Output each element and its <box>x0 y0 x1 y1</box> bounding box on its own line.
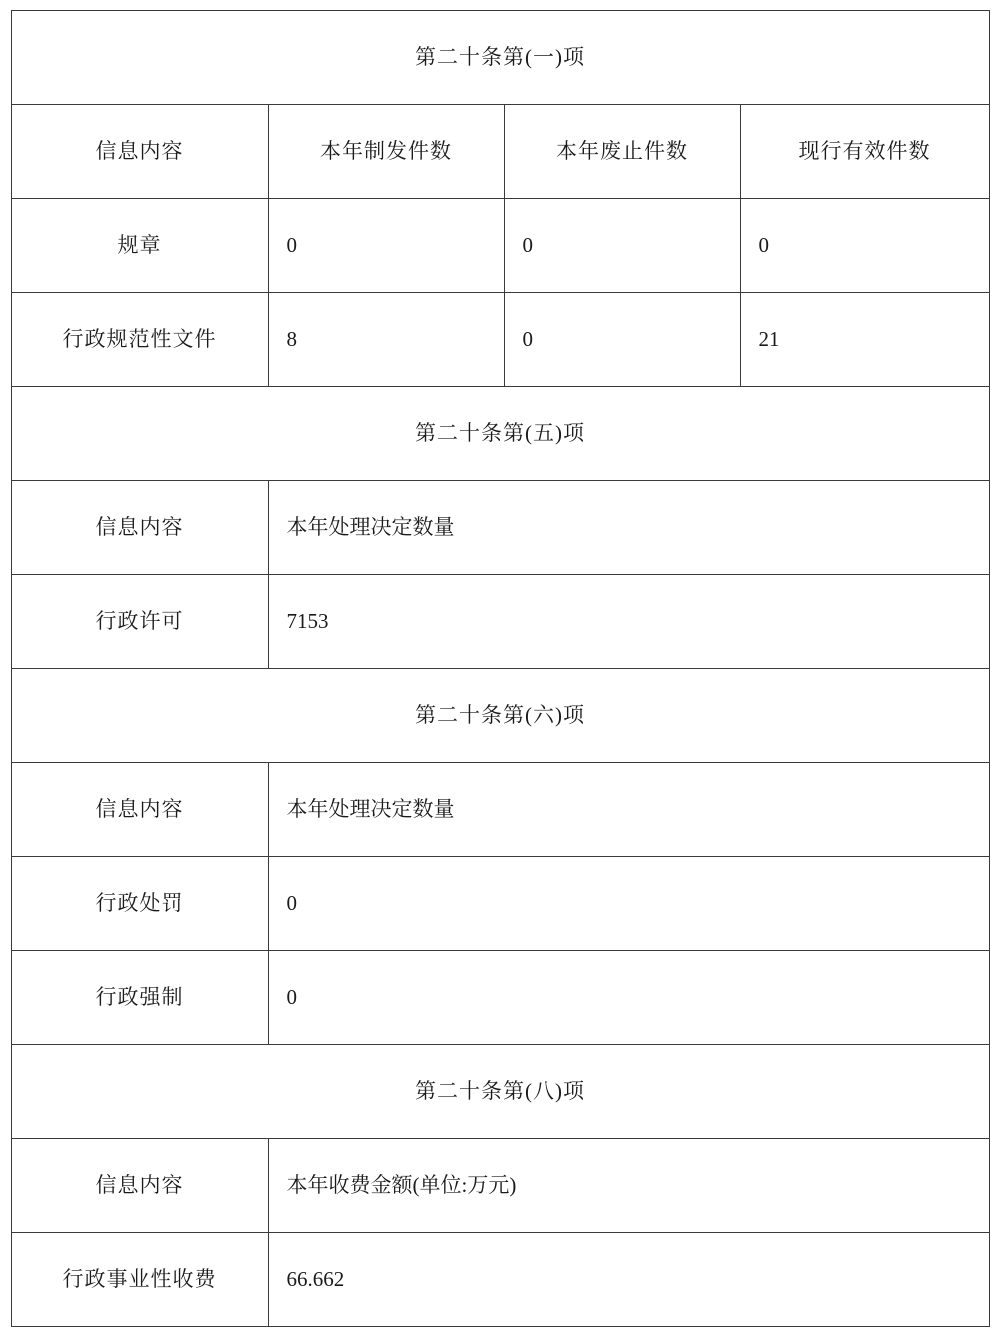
table-row <box>11 1139 989 1233</box>
section-4-row-0-value-0: 66.662 <box>268 1233 989 1327</box>
table-row <box>11 763 989 857</box>
table-row <box>11 293 989 387</box>
section-3-header-0: 信息内容 <box>11 763 268 857</box>
section-title-4: 第二十条第(八)项 <box>11 1045 989 1139</box>
table-row <box>11 481 989 575</box>
table-row <box>11 105 989 199</box>
section-3-header-1: 本年处理决定数量 <box>268 763 989 857</box>
section-4-header-1: 本年收费金额(单位:万元) <box>268 1139 989 1233</box>
section-title-2: 第二十条第(五)项 <box>11 387 989 481</box>
section-3-row-0-label: 行政处罚 <box>11 857 268 951</box>
table-row <box>11 951 989 1045</box>
section-1-row-0-value-1: 0 <box>504 199 740 293</box>
section-4-row-0-label: 行政事业性收费 <box>11 1233 268 1327</box>
section-1-row-0-value-2: 0 <box>740 199 989 293</box>
table-row <box>11 387 989 481</box>
section-1-row-1-value-0: 8 <box>268 293 504 387</box>
section-1-header-1: 本年制发件数 <box>268 105 504 199</box>
section-1-row-1-label: 行政规范性文件 <box>11 293 268 387</box>
table-row <box>11 199 989 293</box>
section-2-row-0-value-0: 7153 <box>268 575 989 669</box>
section-1-row-1-value-2: 21 <box>740 293 989 387</box>
table-row <box>11 1233 989 1327</box>
government-information-disclosure-table <box>11 10 990 1327</box>
table-row <box>11 1045 989 1139</box>
section-1-row-0-label: 规章 <box>11 199 268 293</box>
section-2-row-0-label: 行政许可 <box>11 575 268 669</box>
table-row <box>11 575 989 669</box>
section-3-row-1-value-0: 0 <box>268 951 989 1045</box>
section-title-3: 第二十条第(六)项 <box>11 669 989 763</box>
section-title-1: 第二十条第(一)项 <box>11 11 989 105</box>
table-row <box>11 857 989 951</box>
section-2-header-0: 信息内容 <box>11 481 268 575</box>
section-2-header-1: 本年处理决定数量 <box>268 481 989 575</box>
section-1-row-1-value-1: 0 <box>504 293 740 387</box>
section-3-row-0-value-0: 0 <box>268 857 989 951</box>
section-1-header-0: 信息内容 <box>11 105 268 199</box>
table-row <box>11 11 989 105</box>
section-4-header-0: 信息内容 <box>11 1139 268 1233</box>
section-1-header-2: 本年废止件数 <box>504 105 740 199</box>
section-1-row-0-value-0: 0 <box>268 199 504 293</box>
section-3-row-1-label: 行政强制 <box>11 951 268 1045</box>
table-row <box>11 669 989 763</box>
section-1-header-3: 现行有效件数 <box>740 105 989 199</box>
